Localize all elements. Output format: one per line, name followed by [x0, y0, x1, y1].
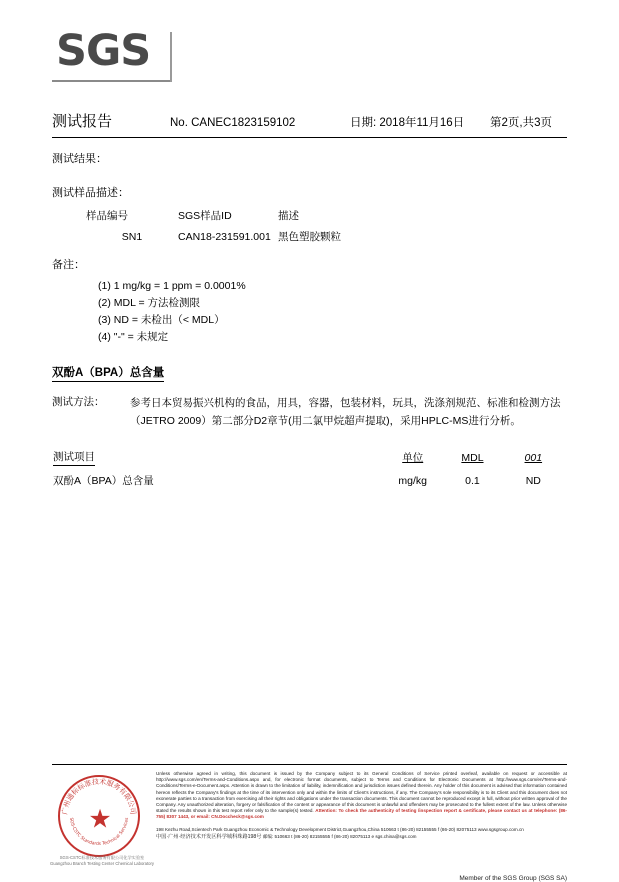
svg-text:SGS-CSTC Standards Technical S: SGS-CSTC Standards Technical Services: [68, 817, 130, 848]
sample-col-id: SGS样品ID: [178, 210, 232, 222]
result-col-sample-001: 001: [524, 451, 543, 464]
notes-label: 备注：: [52, 259, 85, 271]
result-cell-unit: mg/kg: [398, 474, 427, 487]
result-col-unit: 单位: [402, 452, 424, 464]
sample-table-header-row: [86, 208, 428, 227]
report-header: [52, 110, 567, 131]
footer-legal-text: Unless otherwise agreed in writing, this document is issued by the Company subject to its General Conditions of Service printed overleaf, available on request or accessible at http://www.sgs.com/en/Terms-and-Conditions.aspx and, for electronic format documents, subject to Terms and Conditions for Electronic Documents at http://www.sgs.com/en/Terms-and-Conditions/Terms-e-Document.aspx. Attention is drawn to the limitation of liability, indemnification and jurisdiction issues defined therein. Any holder of this document is advised that information contained hereon reflects the Company's findings at the time of its intervention only and within the limits of Client's instructions, if any. The Company's sole responsibility is to its Client and this document does not exonerate parties to a transaction from exercising all their rights and obligations under the transaction documents. This document cannot be reproduced except in full, without prior written approval of the Company. Any unauthorized alteration, forgery or falsification of the content or appearance of this document is unlawful and offenders may be prosecuted to the fullest extent of the law. Unless otherwise stated the results shown in this test report refer only to the sample(s) tested.: [156, 771, 567, 814]
header-divider: [52, 137, 567, 138]
logo-rule: [52, 80, 172, 82]
report-number: No. CANEC1823159102: [170, 117, 296, 129]
footer-member: Member of the SGS Group (SGS SA): [459, 875, 567, 882]
note-item: (2) MDL = 方法检测限: [98, 297, 200, 309]
document-footer: [52, 764, 567, 882]
sgs-logo-text: SGS: [56, 26, 151, 76]
test-method-block: [52, 394, 567, 430]
bpa-section-heading: 双酚A（BPA）总含量: [52, 364, 164, 382]
sgs-logo: [52, 28, 567, 86]
footer-address: [156, 826, 567, 841]
stamp-star-icon: ★: [88, 803, 112, 834]
table-row: [52, 468, 567, 489]
note-item: (3) ND = 未检出（< MDL）: [98, 314, 225, 326]
logo-bar: [170, 32, 172, 82]
result-col-item-label: 测试项目: [53, 449, 95, 466]
footer-legal: [148, 771, 567, 867]
stamp-caption: SGS-CSTC标准技术服务有限公司化学实验室 Guangzhou Branch Testing Center Chemical Laboratory: [50, 855, 154, 866]
result-cell-value: ND: [525, 474, 541, 487]
footer-address-cn: 中国·广州·经济技术开发区科学城科珠路198号: [156, 833, 262, 840]
result-table: [52, 448, 567, 489]
sample-col-desc: 描述: [278, 210, 299, 222]
note-item: (4) "-" = 未规定: [98, 331, 169, 343]
result-table-header-row: [52, 448, 567, 468]
footer-divider: [52, 764, 567, 765]
sample-description-label: 测试样品描述：: [52, 187, 129, 199]
result-col-item: [52, 448, 380, 468]
results-label: 测试结果：: [52, 153, 107, 165]
page-title: 测试报告: [52, 113, 113, 130]
sample-table: [86, 208, 428, 244]
note-item: (1) 1 mg/kg = 1 ppm = 0.0001%: [98, 280, 246, 292]
test-method-label: 测试方法：: [52, 396, 105, 408]
sample-col-sn: 样品编号: [86, 210, 128, 222]
bpa-heading-wrap: [52, 346, 567, 382]
notes-list: [98, 278, 567, 346]
result-col-mdl: MDL: [461, 451, 484, 464]
company-stamp: [50, 771, 154, 867]
table-row: [86, 227, 428, 244]
test-method-text: 参考日本贸易振兴机构的食品，用具，容器，包装材料，玩具，洗涤剂规范、标准和检测方法（JETRO 2009）第二部分D2章节(用二氯甲烷超声提取)，采用HPLC-MS进行分析。: [130, 397, 561, 427]
footer-address-en: 198 Kezhu Road,Scientech Park Guangzhou Economic & Technology Development District,Guangzhou,China 510663 t (86-20) 82155555 f (86-20) 82075113 www.sgsgroup.com.cn: [156, 826, 524, 832]
footer-attention-text: Attention: To check the authenticity of testing /inspection report & certificate, please contact us at telephone: (86-755) 8307 1443, or email: CN.Doccheck@sgs.com: [156, 808, 567, 820]
sample-cell-desc: 黑色塑胶颗粒: [278, 231, 341, 243]
result-cell-mdl: 0.1: [465, 474, 480, 487]
result-cell-item: 双酚A（BPA）总含量: [53, 475, 154, 487]
sample-cell-id: CAN18-231591.001: [178, 230, 271, 243]
report-date: 日期: 2018年11月16日: [350, 117, 465, 129]
document-content: [52, 28, 567, 489]
page-indicator: 第2页,共3页: [490, 117, 552, 129]
sample-cell-sn: SN1: [121, 230, 143, 243]
svg-text:广州通标标准技术服务有限公司: 广州通标标准技术服务有限公司: [60, 777, 138, 816]
footer-address-cn-row: [156, 833, 567, 841]
footer-body: [52, 771, 567, 867]
footer-address-cn-tail: 邮编: 510663 t (86-20) 82155555 f (86-20) 82075113 e sgs.china@sgs.com: [262, 833, 417, 839]
